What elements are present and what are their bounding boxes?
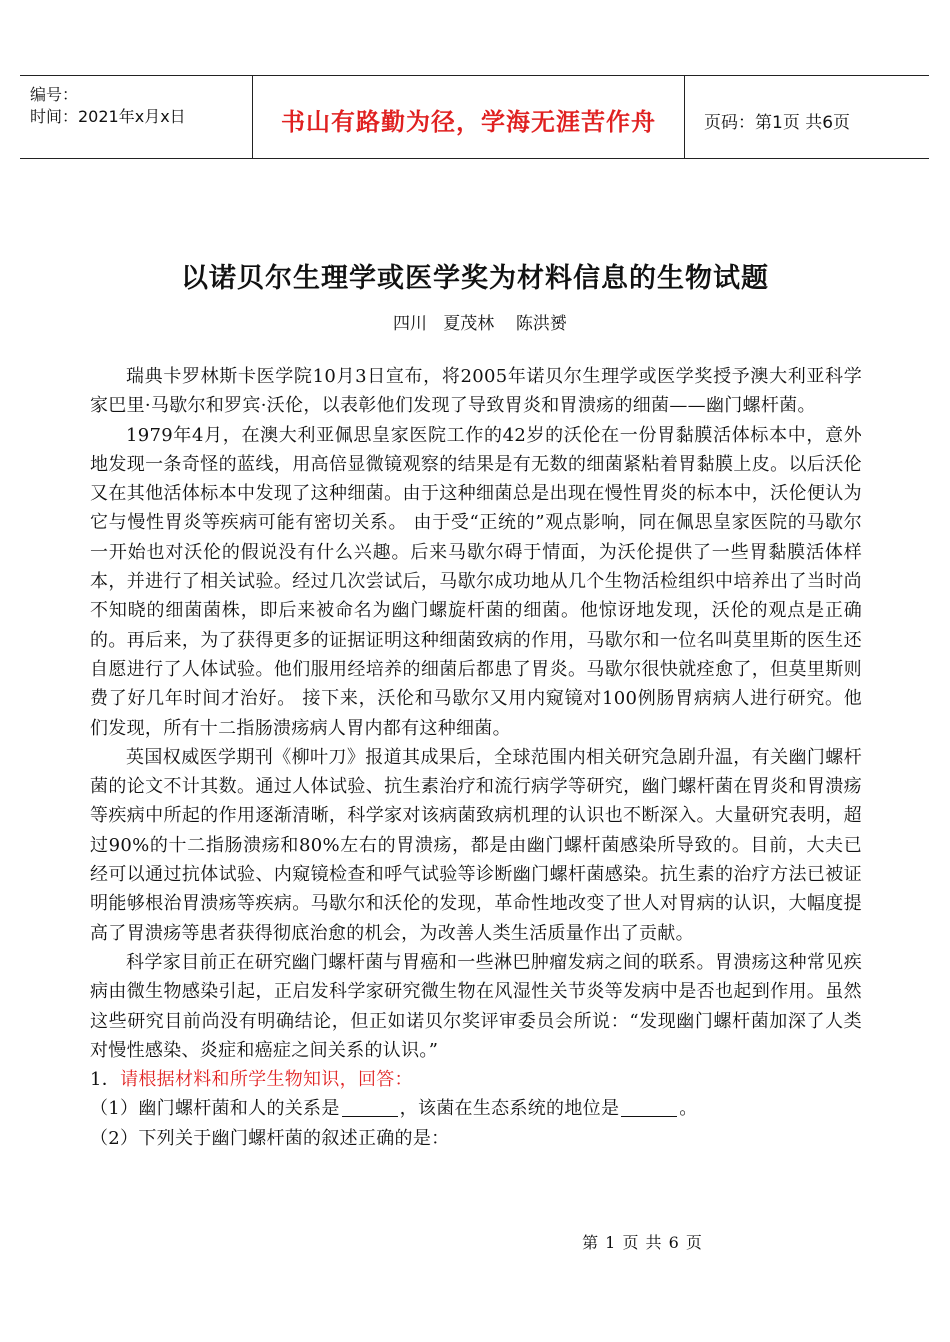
article-authors: 四川 夏茂林 陈洪赟 xyxy=(393,314,567,334)
header-page-cell xyxy=(684,76,929,158)
sub-question-2: （2）下列关于幽门螺杆菌的叙述正确的是： xyxy=(90,1127,450,1149)
article-body xyxy=(90,362,862,1153)
article-title: 以诺贝尔生理学或医学奖为材料信息的生物试题 xyxy=(181,263,769,294)
header-table xyxy=(20,75,929,159)
paragraph: 科学家目前正在研究幽门螺杆菌与胃癌和一些淋巴肿瘤发病之间的联系。胃溃疡这种常见疾病由微生物感染引起，正启发科学家研究微生物在风湿性关节炎等发病中是否也起到作用。虽然这些研究目前尚没有明确结论，但正如诺贝尔奖评审委员会所说：“发现幽门螺杆菌加深了人类对慢性感染、炎症和癌症之间关系的认识。” xyxy=(90,951,862,1061)
sub-question-text: （1）幽门螺杆菌和人的关系是 xyxy=(90,1098,340,1120)
answer-blank[interactable] xyxy=(342,1098,398,1117)
sub-question-text: 。 xyxy=(679,1098,698,1120)
question-number: 1． xyxy=(90,1069,121,1091)
sub-question-1 xyxy=(90,1094,862,1123)
motto-text: 书山有路勤为径，学海无涯苦作舟 xyxy=(281,108,656,136)
answer-blank[interactable] xyxy=(621,1098,677,1117)
question-1 xyxy=(90,1065,862,1094)
paragraph: 瑞典卡罗林斯卡医学院10月3日宣布，将2005年诺贝尔生理学或医学奖授予澳大利亚科学家巴里·马歇尔和罗宾·沃伦，以表彰他们发现了导致胃炎和胃溃疡的细菌——幽门螺杆菌。 xyxy=(90,366,862,417)
header-motto-cell xyxy=(252,76,685,158)
page-footer: 第 1 页 共 6 页 xyxy=(582,1233,703,1252)
paragraph: 1979年4月，在澳大利亚佩思皇家医院工作的42岁的沃伦在一份胃黏膜活体标本中，意外地发现一条奇怪的蓝线，用高倍显微镜观察的结果是有无数的细菌紧粘着胃黏膜上皮。以后沃伦又在其他活体标本中发现了这种细菌。由于这种细菌总是出现在慢性胃炎的标本中，沃伦便认为它与慢性胃炎等疾病可能有密切关系。 由于受“正统的”观点影响，同在佩思皇家医院的马歇尔一开始也对沃伦的假说没有什么兴趣。后来马歇尔碍于情面，为沃伦提供了一些胃黏膜活体样本，并进行了相关试验。经过几次尝试后，马歇尔成功地从几个生物活检组织中培养出了当时尚不知晓的细菌菌株，即后来被命名为幽门螺旋杆菌的细菌。他惊讶地发现，沃伦的观点是正确的。再后来，为了获得更多的证据证明这种细菌致病的作用，马歇尔和一位名叫莫里斯的医生还自愿进行了人体试验。他们服用经培养的细菌后都患了胃炎。马歇尔很快就痊愈了，但莫里斯则费了好几年时间才治好。 接下来，沃伦和马歇尔又用内窥镜对100例肠胃病病人进行研究。他们发现，所有十二指肠溃疡病人胃内都有这种细菌。 xyxy=(90,424,862,739)
header-meta-cell xyxy=(20,76,252,158)
header-page-code: 页码：第1页 共6页 xyxy=(704,113,851,133)
paragraph: 英国权威医学期刊《柳叶刀》报道其成果后，全球范围内相关研究急剧升温，有关幽门螺杆菌的论文不计其数。通过人体试验、抗生素治疗和流行病学等研究，幽门螺杆菌在胃炎和胃溃疡等疾病中所起的作用逐渐清晰，科学家对该病菌致病机理的认识也不断深入。大量研究表明，超过90%的十二指肠溃疡和80%左右的胃溃疡，都是由幽门螺杆菌感染所导致的。目前，大夫已经可以通过抗体试验、内窥镜检查和呼气试验等诊断幽门螺杆菌感染。抗生素的治疗方法已被证明能够根治胃溃疡等疾病。马歇尔和沃伦的发现，革命性地改变了世人对胃病的认识，大幅度提高了胃溃疡等患者获得彻底治愈的机会，为改善人类生活质量作出了贡献。 xyxy=(90,746,862,944)
document-number-label: 编号： xyxy=(30,85,79,104)
sub-question-text: ，该菌在生态系统的地位是 xyxy=(399,1098,620,1120)
document-time-label: 时间：2021年x月x日 xyxy=(30,107,186,126)
question-prompt: 请根据材料和所学生物知识，回答： xyxy=(120,1069,413,1091)
